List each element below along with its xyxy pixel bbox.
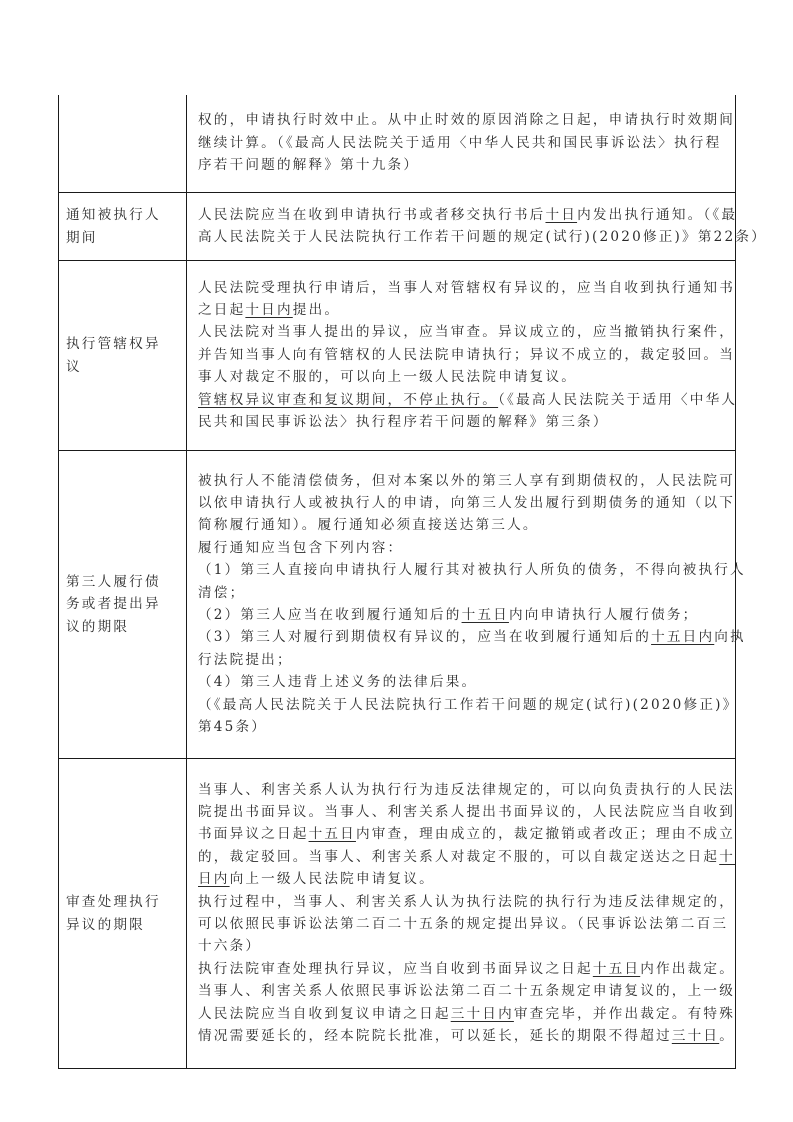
- table-row: [59, 451, 736, 759]
- row-label-line: 审查处理执行: [66, 894, 161, 911]
- row-content-cell: [187, 261, 736, 451]
- content-line: [198, 604, 729, 626]
- content-text: 人民法院应当在收到申请执行书或者移交执行书后: [198, 206, 546, 223]
- content-text: （3）第三人对履行到期债权有异议的，应当在收到履行通知后的: [198, 629, 652, 646]
- underlined-deadline-text: 十五日内: [651, 629, 715, 646]
- table-row: [59, 261, 736, 451]
- row-content-cell: [187, 193, 767, 261]
- content-line: [198, 321, 735, 343]
- row-label-cell: [59, 451, 187, 759]
- content-text: 行法院提出；: [198, 651, 293, 668]
- content-line: [198, 891, 735, 913]
- content-text: 内审查，理由成立的，裁定撤销或者改正；理由不成立: [355, 826, 736, 843]
- content-line: [198, 389, 738, 411]
- content-line: [198, 514, 729, 536]
- content-text: 简称履行通知）。履行通知必须直接送达第三人。: [198, 517, 539, 534]
- content-line: [198, 299, 729, 321]
- content-line: [198, 366, 729, 388]
- underlined-deadline-text: 十日: [545, 206, 578, 223]
- content-text: 书面异议之日起: [198, 826, 309, 843]
- content-line: [198, 980, 735, 1002]
- content-line: [198, 868, 729, 890]
- underlined-deadline-text: 三十日内: [450, 1005, 514, 1022]
- content-line: [198, 492, 735, 514]
- content-text: （《最高人民法院关于人民法院执行工作若干问题的规定(试行)(2020修正)》: [198, 696, 739, 713]
- content-text: 第45条）: [198, 719, 268, 736]
- content-line: [198, 626, 746, 648]
- row-label-line: 执行管辖权异: [66, 336, 161, 353]
- row-label-line: 期间: [66, 229, 98, 246]
- content-line: [198, 559, 746, 581]
- content-text: 。: [719, 1028, 735, 1045]
- content-text: 履行通知应当包含下列内容：: [198, 539, 404, 556]
- content-line: [198, 1003, 736, 1025]
- row-label-line: 议的期限: [66, 618, 130, 635]
- content-line: [198, 132, 729, 154]
- content-text: 向执: [714, 629, 746, 646]
- content-text: （《最高人民法院关于适用〈中华人: [498, 391, 738, 408]
- content-line: [198, 716, 729, 738]
- content-text: 向上一级人民法院申请复议。: [229, 871, 435, 888]
- row-label-line: 第三人履行债: [66, 573, 161, 590]
- content-text: 之日起: [198, 301, 246, 318]
- content-line: [198, 779, 735, 801]
- content-line: [198, 958, 735, 980]
- content-line: [198, 801, 735, 823]
- content-text: （4）第三人违背上述义务的法律后果。: [198, 674, 478, 691]
- content-text: 事人对裁定不服的，可以向上一级人民法院申请复议。: [198, 369, 578, 386]
- content-line: [198, 537, 729, 559]
- content-line: [198, 846, 735, 868]
- content-text: 当事人、利害关系人认为执行行为违反法律规定的，可以向负责执行的人民法: [198, 781, 735, 798]
- content-text: 序若干问题的解释》第十九条）: [198, 157, 420, 174]
- content-text: 情况需要延长的，经本院院长批准，可以延长，延长的期限不得超过: [198, 1028, 672, 1045]
- row-content-cell: [187, 759, 736, 1069]
- content-line: [198, 226, 767, 248]
- content-line: [198, 582, 729, 604]
- content-text: 清偿；: [198, 584, 246, 601]
- row-label-cell: [59, 95, 187, 193]
- content-line: [198, 277, 735, 299]
- content-text: 当事人、利害关系人依照民事诉讼法第二百二十五条规定申请复议的，上一级: [198, 983, 735, 1000]
- legal-deadline-table: [58, 95, 767, 1069]
- content-line: [198, 411, 729, 433]
- row-content-cell: [187, 451, 746, 759]
- content-text: 内发出执行通知。（《最: [577, 206, 738, 223]
- content-line: [198, 671, 729, 693]
- content-line: [198, 154, 729, 176]
- content-line: [198, 694, 739, 716]
- content-line: [198, 649, 729, 671]
- underlined-deadline-text: 管辖权异议审查和复议期间，不停止执行。: [198, 391, 499, 408]
- content-text: 权的，申请执行时效中止。从中止时效的原因消除之日起，申请执行时效期间: [198, 112, 735, 129]
- content-text: 执行法院审查处理执行异议，应当自收到书面异议之日起: [198, 960, 593, 977]
- content-text: 院提出书面异议。当事人、利害关系人提出书面异议的，人民法院应当自收到: [198, 803, 735, 820]
- content-text: 内向申请执行人履行债务；: [508, 607, 699, 623]
- content-text: 以依申请执行人或被执行人的申请，向第三人发出履行到期债务的通知（以下: [198, 494, 735, 511]
- content-text: 审查完毕，并作出裁定。有特殊: [513, 1005, 736, 1022]
- content-text: 继续计算。（《最高人民法院关于适用〈中华人民共和国民事诉讼法〉执行程: [198, 134, 722, 151]
- underlined-deadline-text: 十五日: [592, 960, 641, 977]
- content-text: （1）第三人直接向申请执行人履行其对被执行人所负的债务，不得向被执行人: [198, 562, 746, 579]
- row-label-cell: [59, 193, 187, 261]
- underlined-deadline-text: 十五日: [308, 826, 356, 843]
- row-label-line: 异议的期限: [66, 916, 145, 933]
- content-line: [198, 204, 738, 226]
- table-row: [59, 193, 736, 261]
- row-label-line: 通知被执行人: [66, 207, 161, 224]
- content-text: （2）第三人应当在收到履行通知后的: [198, 607, 462, 623]
- row-label-line: 议: [66, 358, 82, 375]
- table-row: [59, 759, 736, 1069]
- content-text: 十六条）: [198, 938, 262, 955]
- underlined-deadline-text: 日内: [198, 871, 230, 888]
- underlined-deadline-text: 十: [719, 848, 735, 865]
- underlined-deadline-text: 三十日: [671, 1028, 720, 1045]
- row-content-cell: [187, 95, 736, 193]
- content-text: 可以依照民事诉讼法第二百二十五条的规定提出异议。（民事诉讼法第二百三: [198, 916, 729, 932]
- content-line: [198, 913, 729, 935]
- content-line: [198, 344, 735, 366]
- content-line: [198, 1025, 735, 1047]
- content-text: 被执行人不能清偿债务，但对本案以外的第三人享有到期债权的，人民法院可: [198, 472, 735, 489]
- content-text: 内作出裁定。: [640, 960, 735, 977]
- content-line: [198, 109, 735, 131]
- content-text: 人民法院应当自收到复议申请之日起: [198, 1005, 451, 1022]
- underlined-deadline-text: 十日内: [245, 301, 293, 318]
- table-row: [59, 95, 736, 193]
- content-text: 高人民法院关于人民法院执行工作若干问题的规定(试行)(2020修正)》第22条）: [198, 229, 767, 245]
- content-text: 提出。: [292, 301, 341, 318]
- content-text: 人民法院对当事人提出的异议，应当审查。异议成立的，应当撤销执行案件，: [198, 324, 735, 341]
- content-text: 民共和国民事诉讼法〉执行程序若干问题的解释》第三条）: [198, 414, 609, 431]
- content-line: [198, 935, 729, 957]
- row-label-cell: [59, 759, 187, 1069]
- content-line: [198, 470, 735, 492]
- content-text: 执行过程中，当事人、利害关系人认为执行法院的执行行为违反法律规定的，: [198, 893, 735, 910]
- content-line: [198, 823, 736, 845]
- content-text: 的，裁定驳回。当事人、利害关系人对裁定不服的，可以自裁定送达之日起: [198, 848, 720, 865]
- row-label-cell: [59, 261, 187, 451]
- content-text: 人民法院受理执行申请后，当事人对管辖权有异议的，应当自收到执行通知书: [198, 279, 735, 296]
- content-text: 并告知当事人向有管辖权的人民法院申请执行；异议不成立的，裁定驳回。当: [198, 346, 735, 363]
- row-label-line: 务或者提出异: [66, 596, 161, 613]
- underlined-deadline-text: 十五日: [461, 607, 509, 623]
